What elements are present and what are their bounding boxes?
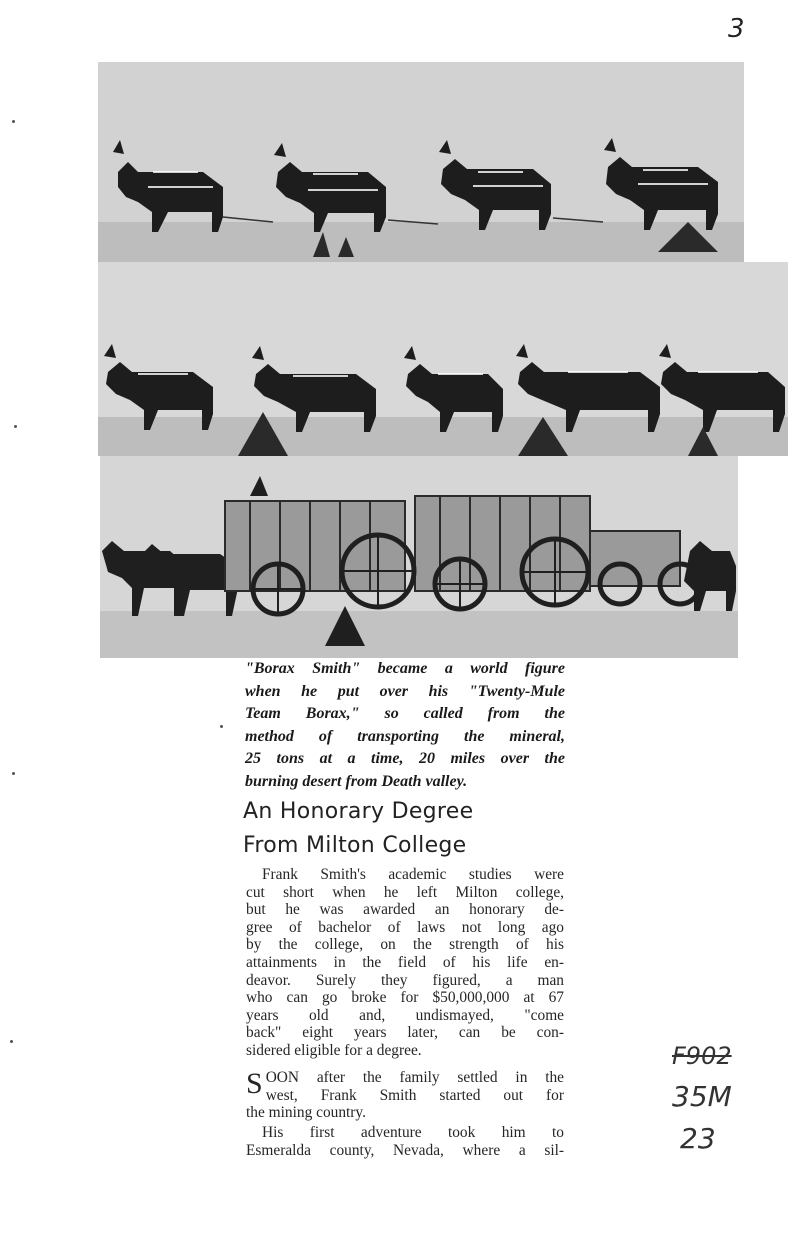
- text-line: OON after the family settled in the: [265, 1069, 564, 1086]
- binder-speck: [12, 772, 15, 775]
- text-line: Frank Smith's academic studies were: [262, 866, 564, 883]
- text-line: attainments in the field of his life en-: [246, 953, 564, 971]
- article-headline: [243, 795, 583, 863]
- binder-speck: [10, 1040, 13, 1043]
- text-line: the mining country.: [246, 1104, 366, 1122]
- mule-team-photo-strip-2: [98, 262, 788, 456]
- text-line: by the college, on the strength of his: [246, 936, 564, 954]
- headline-line-2: From Milton College: [243, 833, 467, 858]
- text-line: back" eight years later, can be con-: [246, 1024, 564, 1042]
- article-paragraph-2: [246, 1069, 564, 1122]
- text-line: cut short when he left Milton college,: [246, 883, 564, 901]
- binder-speck: [12, 120, 15, 123]
- caption-line: burning desert from Death valley.: [245, 772, 468, 790]
- caption-line: 25 tons at a time, 20 miles over the: [245, 750, 565, 767]
- caption-line: when he put over his "Twenty-Mule: [245, 682, 565, 700]
- text-line: sidered eligible for a degree.: [246, 1041, 422, 1059]
- text-line: who can go broke for $50,000,000 at 67: [246, 989, 564, 1007]
- caption-line: method of transporting the mineral,: [245, 727, 565, 745]
- text-line: deavor. Surely they figured, a man: [246, 971, 564, 989]
- binder-speck: [220, 725, 223, 728]
- text-line: Esmeralda county, Nevada, where a sil-: [246, 1141, 564, 1159]
- caption-line: "Borax Smith" became a world figure: [245, 660, 565, 677]
- binder-speck: [14, 425, 17, 428]
- borax-wagons-photo: [100, 456, 738, 658]
- text-line: west, Frank Smith started out for: [265, 1086, 564, 1104]
- drop-cap: S: [246, 1067, 263, 1100]
- mule-team-photo-strip-1: [98, 62, 744, 262]
- photo-caption: [245, 658, 565, 793]
- handwritten-note: 23: [680, 1122, 716, 1155]
- article-paragraph-3: [246, 1124, 564, 1159]
- handwritten-note: F902: [672, 1042, 732, 1070]
- caption-line: Team Borax," so called from the: [245, 705, 565, 722]
- text-line: but he was awarded an honorary de-: [246, 901, 564, 919]
- article-paragraph-1: [246, 866, 564, 1060]
- headline-line-1: An Honorary Degree: [243, 799, 474, 824]
- text-line: His first adventure took him to: [262, 1124, 564, 1141]
- text-line: years old and, undismayed, "come: [246, 1006, 564, 1024]
- page-number: 3: [728, 14, 745, 44]
- handwritten-note: 35M: [672, 1080, 732, 1113]
- text-line: gree of bachelor of laws not long ago: [246, 918, 564, 936]
